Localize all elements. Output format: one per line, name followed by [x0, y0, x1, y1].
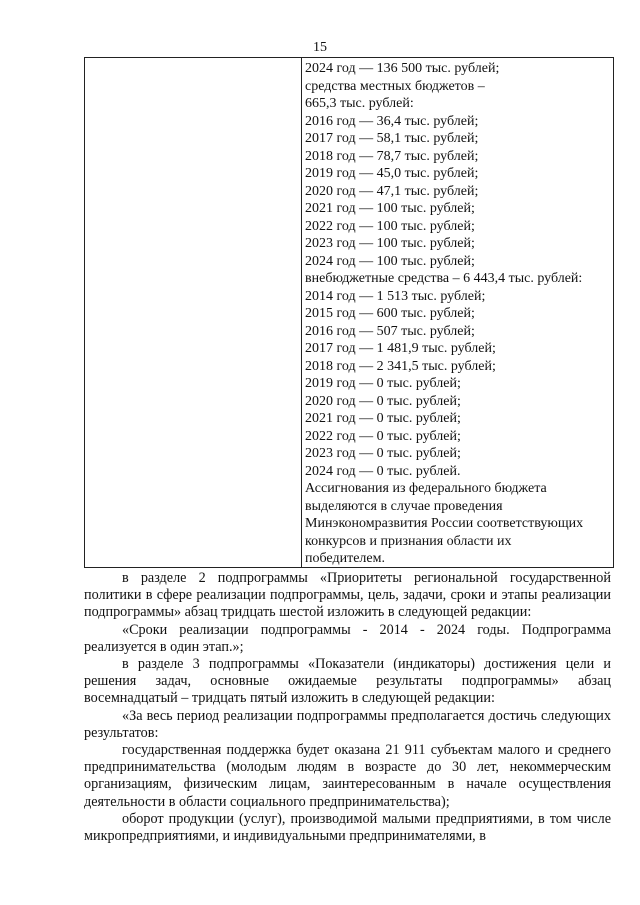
paragraph-section-2: в разделе 2 подпрограммы «Приоритеты региональной государственной политики в сфере реализации подпрограммы, цель, задачи, сроки и этапы реализации подпрограммы» абзац тридцать шестой изложить в следующей редакции:: [84, 570, 611, 621]
table-line: 2021 год — 0 тыс. рублей;: [305, 411, 461, 426]
table-column-divider: [301, 58, 302, 567]
table-line: 2024 год — 136 500 тыс. рублей;: [305, 61, 500, 76]
table-line: 2023 год — 0 тыс. рублей;: [305, 446, 461, 461]
table-line: 2023 год — 100 тыс. рублей;: [305, 236, 475, 251]
table-line: конкурсов и признания области их: [305, 533, 512, 549]
table-line: 2019 год — 0 тыс. рублей;: [305, 376, 461, 391]
body-text: [84, 570, 611, 845]
table: [84, 57, 614, 568]
table-left-cell: [85, 58, 301, 567]
paragraph-section-3: в разделе 3 подпрограммы «Показатели (индикаторы) достижения цели и решения задач, основные ожидаемые результаты подпрограммы» абзац восемнадцатый – тридцать пятый изложить в следующей редакции:: [84, 656, 611, 707]
table-line: 2022 год — 0 тыс. рублей;: [305, 428, 461, 444]
paragraph-results-intro: «За весь период реализации подпрограммы предполагается достичь следующих результатов:: [84, 707, 611, 741]
table-line: 2024 год — 100 тыс. рублей;: [305, 253, 475, 269]
table-right-cell: [305, 60, 611, 568]
table-line: 2018 год — 2 341,5 тыс. рублей;: [305, 358, 496, 374]
table-line: 2022 год — 100 тыс. рублей;: [305, 218, 475, 234]
table-line: 2017 год — 1 481,9 тыс. рублей;: [305, 341, 496, 356]
paragraph-implementation-period: «Сроки реализации подпрограммы - 2014 - 2024 годы. Подпрограмма реализуется в один этап.»;: [84, 621, 611, 655]
table-line: выделяются в случае проведения: [305, 498, 503, 514]
table-line: 2016 год — 507 тыс. рублей;: [305, 323, 475, 339]
table-line: 665,3 тыс. рублей:: [305, 96, 414, 111]
table-line: 2014 год — 1 513 тыс. рублей;: [305, 288, 486, 304]
page-number: 15: [313, 40, 327, 55]
table-line: внебюджетные средства – 6 443,4 тыс. рублей:: [305, 271, 583, 286]
table-line: Ассигнования из федерального бюджета: [305, 481, 547, 496]
table-line: средства местных бюджетов –: [305, 78, 485, 94]
table-line: 2015 год — 600 тыс. рублей;: [305, 306, 475, 321]
table-line: победителем.: [305, 551, 385, 566]
paragraph-turnover: оборот продукции (услуг), производимой малыми предприятиями, в том числе микропредприятиями, и индивидуальными предпринимателями, в: [84, 810, 611, 845]
table-line: 2021 год — 100 тыс. рублей;: [305, 201, 475, 216]
table-line: 2016 год — 36,4 тыс. рублей;: [305, 113, 479, 129]
table-line: 2024 год — 0 тыс. рублей.: [305, 463, 461, 479]
paragraph-state-support: государственная поддержка будет оказана 21 911 субъектам малого и среднего предпринимательства (молодым людям в возрасте до 30 лет, некоммерческим организациям, физическим лицам, заинтересованным в начале осуществления деятельности в области социального предпринимательства);: [84, 742, 611, 810]
table-line: 2017 год — 58,1 тыс. рублей;: [305, 131, 479, 146]
table-line: Минэкономразвития России соответствующих: [305, 516, 584, 531]
table-line: 2020 год — 47,1 тыс. рублей;: [305, 183, 479, 199]
table-line: 2020 год — 0 тыс. рублей;: [305, 393, 461, 409]
table-line: 2019 год — 45,0 тыс. рублей;: [305, 166, 479, 181]
table-line: 2018 год — 78,7 тыс. рублей;: [305, 148, 479, 164]
